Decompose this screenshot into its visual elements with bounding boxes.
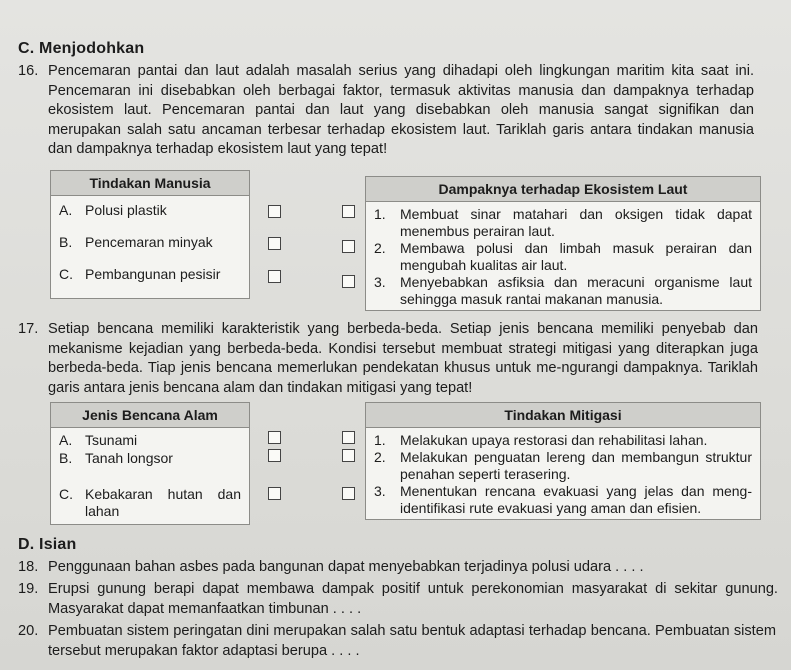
q16-left-table bbox=[50, 170, 250, 299]
q17-left-header: Jenis Bencana Alam bbox=[51, 403, 250, 428]
q16-right-checkbox-3[interactable] bbox=[342, 275, 355, 288]
q16-right-checkbox-2[interactable] bbox=[342, 240, 355, 253]
q16-left-checkbox-b[interactable] bbox=[268, 237, 281, 250]
q17-right-item-2: 2. Melakukan penguatan lereng dan membangun struktur penahan seperti terasering. bbox=[374, 449, 752, 482]
question-20-text: Pembuatan sistem peringatan dini merupakan salah satu bentuk adaptasi terhadap bencana. Pembuatan sistem tersebut merupakan faktor adaptasi berupa . . . . bbox=[48, 623, 776, 659]
question-20-number: 20. bbox=[18, 623, 39, 639]
q17-left-item-b: B. Tanah longsor bbox=[59, 450, 173, 466]
q17-left-item-a: A. Tsunami bbox=[59, 432, 138, 448]
q16-left-checkbox-a[interactable] bbox=[268, 205, 281, 218]
question-16-text: Pencemaran pantai dan laut adalah masalah serius yang dihadapi oleh lingkungan maritim kita saat ini. Pencemaran ini disebabkan oleh berbagai faktor, termasuk aktivitas manusia dan dampaknya terhadap ekosistem laut. Pencemaran pantai dan laut yang disebabkan oleh manusia sangat signifikan dan merupakan salah satu ancaman terbesar terhadap ekosistem laut. Tariklah garis antara tindakan manusia dan dampaknya terhadap ekosistem laut yang tepat! bbox=[48, 63, 754, 157]
question-19-text: Erupsi gunung berapi dapat membawa dampak positif untuk perekonomian masyarakat di sekitar gunung. Masyarakat dapat memanfaatkan timbunan . . . . bbox=[48, 581, 778, 617]
q16-left-item-b: B. Pencemaran minyak bbox=[59, 234, 213, 250]
q17-left-checkbox-b[interactable] bbox=[268, 449, 281, 462]
question-19-number: 19. bbox=[18, 581, 39, 597]
q16-right-table bbox=[365, 176, 761, 311]
question-18-text: Penggunaan bahan asbes pada bangunan dapat menyebabkan terjadinya polusi udara . . . . bbox=[48, 559, 644, 575]
question-19 bbox=[18, 580, 778, 620]
section-c-title: C. Menjodohkan bbox=[18, 40, 145, 57]
q16-right-checkbox-1[interactable] bbox=[342, 205, 355, 218]
q17-right-table bbox=[365, 402, 761, 520]
q16-right-item-3: 3. Menyebabkan asfiksia dan meracuni organisme laut sehingga masuk rantai makanan manusia. bbox=[374, 274, 752, 307]
q16-right-item-1: 1. Membuat sinar matahari dan oksigen tidak dapat menembus perairan laut. bbox=[374, 206, 752, 239]
question-17-text: Setiap bencana memiliki karakteristik yang berbeda-beda. Setiap jenis bencana memiliki penyebab dan mekanisme kejadian yang berbeda-beda. Kondisi tersebut membuat strategi mitigasi yang diterapkan juga berbeda-beda. Tiap jenis bencana memerlukan pendekatan khusus untuk me-ngurangi dampaknya. Tariklah garis antara jenis bencana alam dan tindakan mitigasi yang tepat! bbox=[48, 321, 758, 396]
q17-right-item-1: 1. Melakukan upaya restorasi dan rehabilitasi lahan. bbox=[374, 432, 708, 448]
question-20 bbox=[18, 622, 776, 662]
section-d-title: D. Isian bbox=[18, 536, 77, 553]
q17-right-header: Tindakan Mitigasi bbox=[366, 403, 761, 428]
q17-left-checkbox-c[interactable] bbox=[268, 487, 281, 500]
question-16 bbox=[18, 62, 754, 172]
question-18 bbox=[18, 558, 768, 578]
q17-left-item-c: C. Kebakaran hutan dan lahan bbox=[59, 486, 241, 519]
q17-right-checkbox-1[interactable] bbox=[342, 431, 355, 444]
question-17-number: 17. bbox=[18, 321, 39, 337]
question-18-number: 18. bbox=[18, 559, 39, 575]
q16-left-header: Tindakan Manusia bbox=[51, 171, 250, 196]
q16-left-checkbox-c[interactable] bbox=[268, 270, 281, 283]
q16-left-item-a: A. Polusi plastik bbox=[59, 202, 167, 218]
question-16-number: 16. bbox=[18, 63, 39, 79]
q17-right-checkbox-3[interactable] bbox=[342, 487, 355, 500]
q17-right-checkbox-2[interactable] bbox=[342, 449, 355, 462]
q16-right-header: Dampaknya terhadap Ekosistem Laut bbox=[366, 177, 761, 202]
q16-right-item-2: 2. Membawa polusi dan limbah masuk perairan dan mengubah kualitas air laut. bbox=[374, 240, 752, 273]
question-17 bbox=[18, 320, 758, 400]
q17-left-checkbox-a[interactable] bbox=[268, 431, 281, 444]
q17-left-table bbox=[50, 402, 250, 525]
q16-left-item-c: C. Pembangunan pesisir bbox=[59, 266, 221, 282]
q17-right-item-3: 3. Menentukan rencana evakuasi yang jelas dan meng-identifikasi rute evakuasi yang aman dan efisien. bbox=[374, 483, 752, 516]
